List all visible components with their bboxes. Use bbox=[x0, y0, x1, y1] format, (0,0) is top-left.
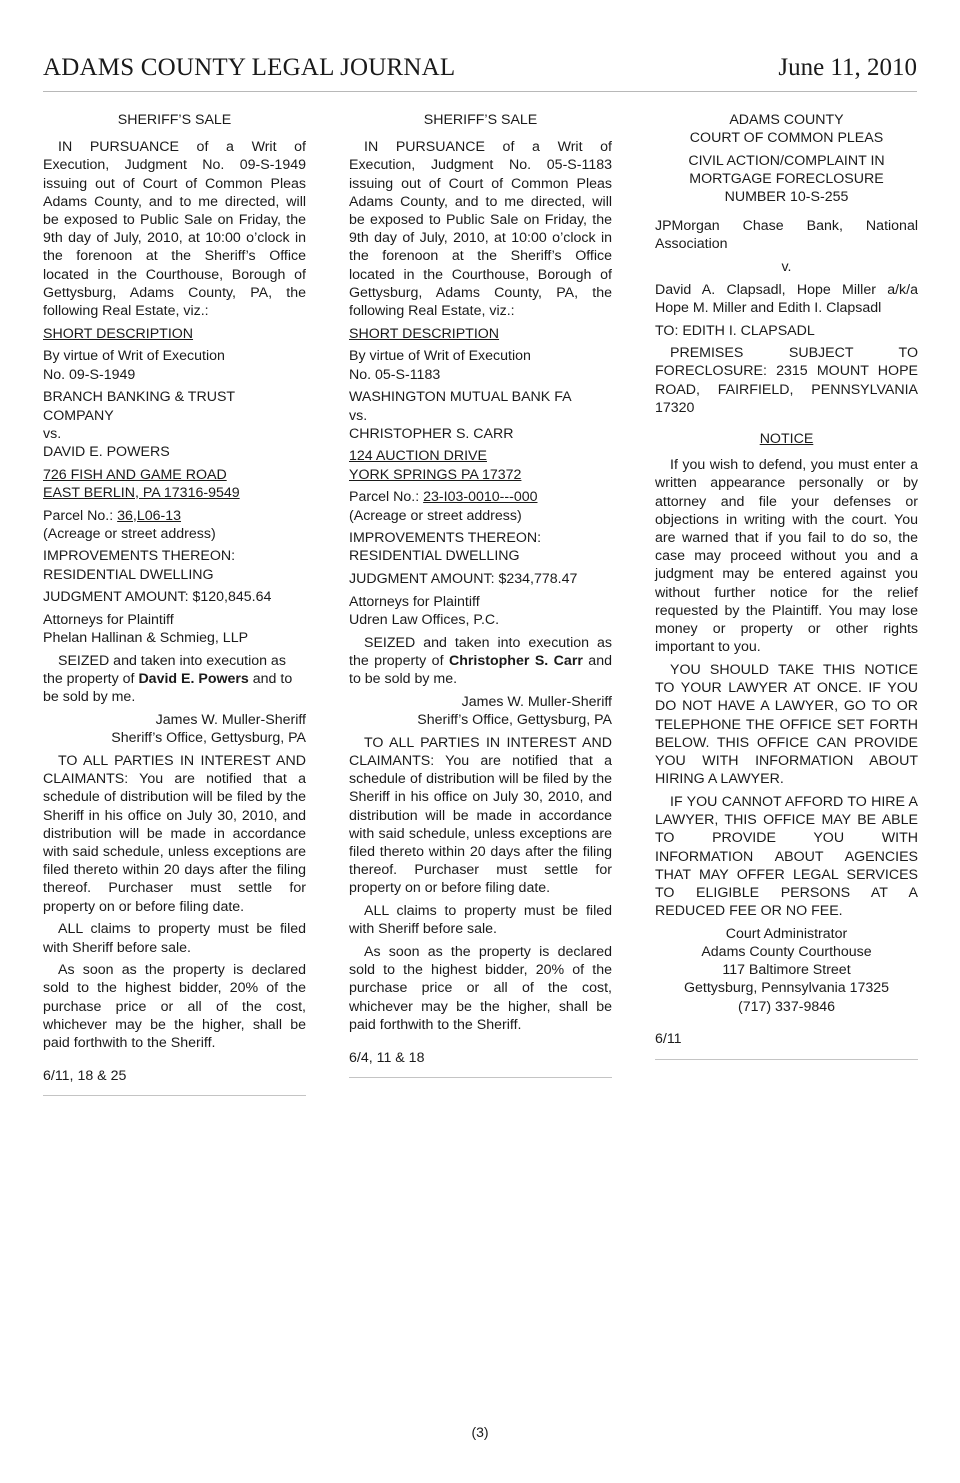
plaintiff: JPMorgan Chase Bank, National Association bbox=[655, 218, 918, 253]
column-end-rule bbox=[349, 1077, 612, 1078]
page-number: (3) bbox=[471, 1424, 489, 1440]
claims-paragraph: ALL claims to property must be filed with Sheriff before sale. bbox=[43, 921, 306, 956]
publication-dates: 6/4, 11 & 18 bbox=[349, 1049, 425, 1066]
notice-heading: SHERIFF’S SALE bbox=[117, 112, 232, 128]
declared-paragraph: As soon as the property is declared sold to the highest bidder, 20% of the purchase price or all of the cost, whichever may be the higher, shall be paid forthwith to the Sheriff. bbox=[349, 944, 612, 1033]
publication-dates: 6/11, 18 & 25 bbox=[43, 1067, 127, 1084]
parcel-number: 36,L06-13 bbox=[117, 507, 182, 524]
afford-paragraph: IF YOU CANNOT AFFORD TO HIRE A LAWYER, THIS OFFICE MAY BE ABLE TO PROVIDE YOU WITH INFORMATION ABOUT AGENCIES THAT MAY OFFER LEGAL SERVICES TO ELIGIBLE PERSONS AT A REDUCED FEE OR NO FEE. bbox=[655, 793, 918, 920]
sheriff-signature: James W. Muller-Sheriff Sheriff’s Office, Gettysburg, PA bbox=[417, 693, 612, 729]
attorneys-block: Attorneys for Plaintiff Udren Law Offices, P.C. bbox=[349, 593, 500, 629]
header-rule bbox=[43, 91, 917, 92]
writ-block: By virtue of Writ of Execution No. 05-S-1183 bbox=[349, 348, 531, 383]
parties-notice: TO ALL PARTIES IN INTEREST AND CLAIMANTS: You are notified that a schedule of distribution will be filed by the Sheriff in his office on July 30, 2010, and distribution will be made in accordance with said schedule, unless exceptions are filed thereto within 20 days after the filing thereof. Purchaser must settle for property on or before filing date. bbox=[349, 734, 612, 897]
issue-date: June 11, 2010 bbox=[778, 54, 917, 81]
parcel-block: Parcel No.: 36,L06-13 (Acreage or street address) bbox=[43, 507, 216, 542]
column-end-rule bbox=[655, 1059, 918, 1060]
judgment-amount: JUDGMENT AMOUNT: $120,845.64 bbox=[43, 589, 272, 606]
writ-block: By virtue of Writ of Execution No. 09-S-1949 bbox=[43, 348, 225, 383]
addressee: TO: EDITH I. CLAPSADL bbox=[655, 322, 815, 339]
intro-paragraph: IN PURSUANCE of a Writ of Execution, Judgment No. 05-S-1183 issuing out of Court of Common Pleas Adams County, and to me directed, will be exposed to Public Sale on Friday, the 9th day of July, 2010, at 10:00 o’clock in the forenoon at the Sheriff’s Office located in the Courthouse, Borough of Gettysburg, Adams County, PA, the following Real Estate, viz.: bbox=[349, 139, 612, 320]
court-name: ADAMS COUNTY COURT OF COMMON PLEAS bbox=[689, 112, 884, 147]
parties-block: BRANCH BANKING & TRUST COMPANY vs. DAVID E. POWERS bbox=[43, 389, 235, 460]
versus: v. bbox=[781, 258, 792, 275]
defendants: David A. Clapsadl, Hope Miller a/k/a Hope M. Miller and Edith I. Clapsadl bbox=[655, 281, 918, 316]
property-address: 124 AUCTION DRIVE YORK SPRINGS PA 17372 bbox=[349, 448, 522, 483]
lawyer-paragraph: YOU SHOULD TAKE THIS NOTICE TO YOUR LAWYER AT ONCE. IF YOU DO NOT HAVE A LAWYER, GO TO OR TELEPHONE THE OFFICE SET FORTH BELOW. THIS OFFICE CAN PROVIDE YOU WITH INFORMATION ABOUT HIRING A LAWYER. bbox=[655, 661, 918, 788]
defend-paragraph: If you wish to defend, you must enter a written appearance personally or by attorney and file your defenses or objections in writing with the court. You are warned that if you fail to do so, the case may proceed without you and a judgment may be entered against you without further notice for the relief requested by the Plaintiff. You may lose money or property or other rights important to you. bbox=[655, 457, 918, 656]
notice-heading: NOTICE bbox=[759, 430, 814, 447]
action-title: CIVIL ACTION/COMPLAINT IN MORTGAGE FORECLOSURE NUMBER 10-S-255 bbox=[688, 152, 885, 206]
claims-paragraph: ALL claims to property must be filed with Sheriff before sale. bbox=[349, 903, 612, 938]
column-end-rule bbox=[43, 1095, 306, 1096]
journal-title: ADAMS COUNTY LEGAL JOURNAL bbox=[43, 54, 456, 81]
property-address: 726 FISH AND GAME ROAD EAST BERLIN, PA 17316-9549 bbox=[43, 466, 240, 501]
premises: PREMISES SUBJECT TO FORECLOSURE: 2315 MOUNT HOPE ROAD, FAIRFIELD, PENNSYLVANIA 17320 bbox=[655, 345, 918, 416]
parties-notice: TO ALL PARTIES IN INTEREST AND CLAIMANTS: You are notified that a schedule of distribution will be filed by the Sheriff in his office on July 30, 2010, and distribution will be made in accordance with said schedule, unless exceptions are filed thereto within 20 days after the filing thereof. Purchaser must settle for property on or before filing date. bbox=[43, 753, 306, 915]
seized-paragraph: SEIZED and taken into execution as the property of Christopher S. Carr and to be sold by me. bbox=[349, 634, 612, 688]
column-sheriff-sale-powers bbox=[43, 111, 306, 1096]
parcel-block: Parcel No.: 23-I03-0010---000 (Acreage or street address) bbox=[349, 489, 538, 524]
intro-paragraph: IN PURSUANCE of a Writ of Execution, Judgment No. 09-S-1949 issuing out of Court of Common Pleas Adams County, and to me directed, will be exposed to Public Sale on Friday, the 9th day of July, 2010, at 10:00 o’clock in the forenoon at the Sheriff’s Office located in the Courthouse, Borough of Gettysburg, Adams County, PA, the following Real Estate, viz.: bbox=[43, 139, 306, 320]
court-administrator-address: Court Administrator Adams County Courthouse 117 Baltimore Street Gettysburg, Pennsylvania 17325 (717) 337-9846 bbox=[683, 925, 890, 1015]
column-foreclosure-notice bbox=[655, 111, 918, 1060]
notice-heading: SHERIFF’S SALE bbox=[423, 112, 538, 128]
defendant: DAVID E. POWERS bbox=[43, 443, 170, 460]
judgment-amount: JUDGMENT AMOUNT: $234,778.47 bbox=[349, 571, 578, 588]
attorneys-block: Attorneys for Plaintiff Phelan Hallinan & Schmieg, LLP bbox=[43, 612, 249, 647]
defendant: CHRISTOPHER S. CARR bbox=[349, 425, 514, 442]
plaintiff: WASHINGTON MUTUAL BANK FA bbox=[349, 389, 572, 406]
declared-paragraph: As soon as the property is declared sold to the highest bidder, 20% of the purchase price or all of the cost, whichever may be the higher, shall be paid forthwith to the Sheriff. bbox=[43, 962, 306, 1052]
parties-block: WASHINGTON MUTUAL BANK FA vs. CHRISTOPHER S. CARR bbox=[349, 389, 572, 442]
column-sheriff-sale-carr bbox=[349, 111, 612, 1078]
improvements: IMPROVEMENTS THEREON: RESIDENTIAL DWELLING bbox=[349, 530, 542, 565]
improvements: IMPROVEMENTS THEREON: RESIDENTIAL DWELLING bbox=[43, 548, 236, 583]
short-description-heading: SHORT DESCRIPTION bbox=[349, 325, 500, 342]
short-description-heading: SHORT DESCRIPTION bbox=[43, 325, 194, 342]
sheriff-signature: James W. Muller-Sheriff Sheriff’s Office, Gettysburg, PA bbox=[111, 712, 306, 747]
seized-paragraph: SEIZED and taken into execution as the property of David E. Powers and to be sold by me. bbox=[43, 652, 293, 706]
parcel-number: 23-I03-0010---000 bbox=[423, 489, 538, 506]
publication-dates: 6/11 bbox=[655, 1031, 682, 1048]
plaintiff: BRANCH BANKING & TRUST COMPANY bbox=[43, 389, 235, 424]
masthead bbox=[43, 52, 917, 84]
